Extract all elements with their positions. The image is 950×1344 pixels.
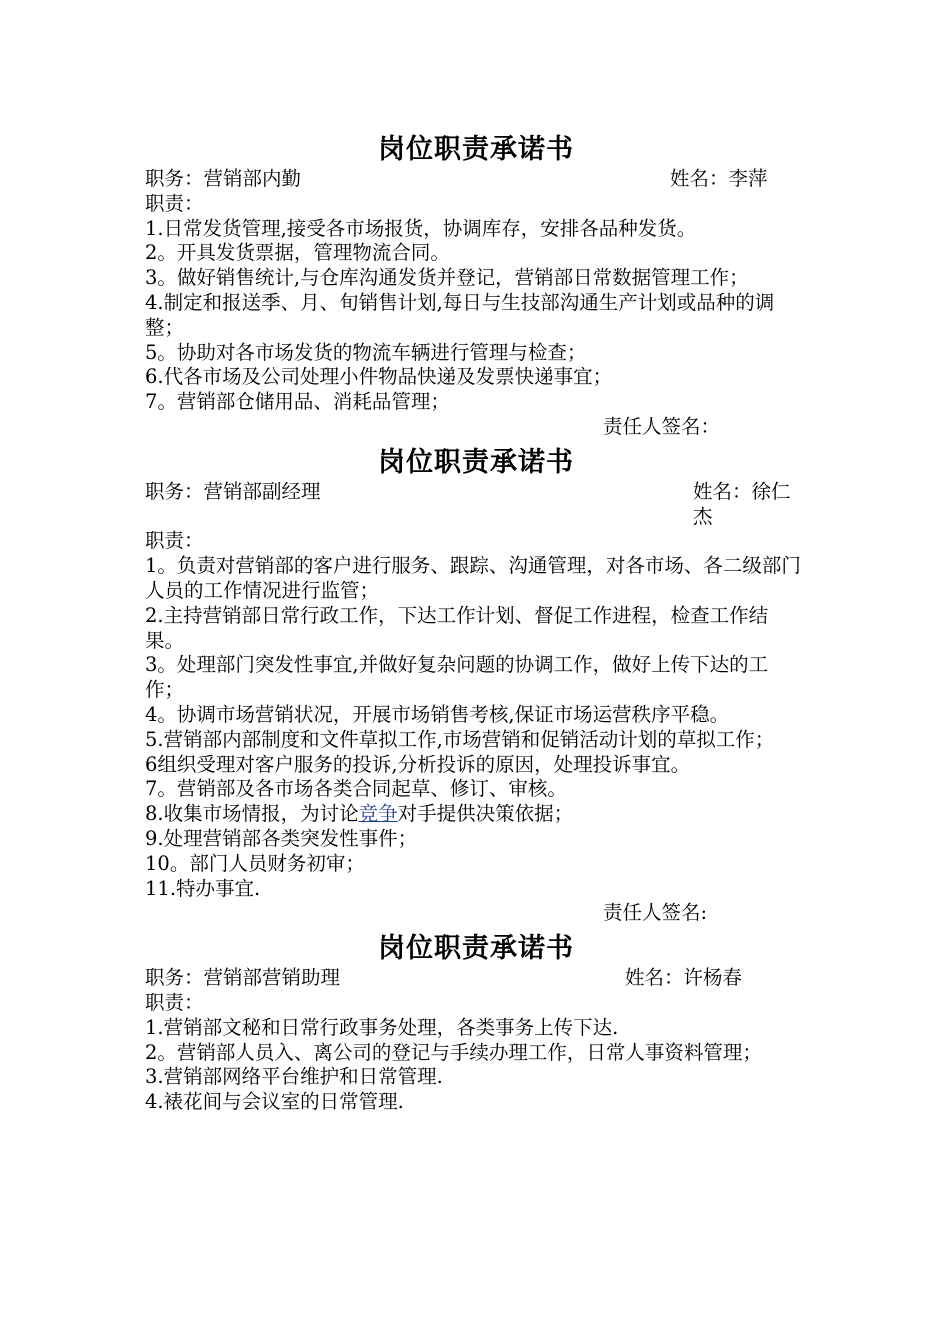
- document-page: [145, 133, 807, 1115]
- duty-item: 6.代各市场及公司处理小件物品快递及发票快递事宜；: [145, 365, 613, 389]
- duty-item: 7。营销部及各市场各类合同起草、修订、审核。: [145, 777, 567, 801]
- duty-item: 4。协调市场营销状况，开展市场销售考核,保证市场运营秩序平稳。: [145, 702, 730, 726]
- duty-item: 9.处理营销部各类突发性事件；: [145, 826, 418, 850]
- position-line: 职务：营销部营销助理: [145, 966, 341, 990]
- competition-link[interactable]: 竞争: [358, 802, 398, 826]
- duty-item: 4.制定和报送季、月、旬销售计划,每日与生技部沟通生产计划或品种的调整；: [145, 290, 775, 339]
- section-title: 岗位职责承诺书: [378, 134, 574, 165]
- name-line: 姓名：徐仁杰: [693, 479, 791, 528]
- section-title: 岗位职责承诺书: [378, 446, 574, 478]
- duty-text: 8.收集市场情报，为讨论: [145, 802, 359, 826]
- position-name-row: [145, 167, 807, 192]
- duties-label: 职责：: [145, 529, 204, 553]
- duty-item: 1.营销部文秘和日常行政事务处理，各类事务上传下达.: [145, 1015, 619, 1039]
- position-name-row: [145, 966, 807, 991]
- signature-line: 责任人签名：: [603, 414, 721, 438]
- duty-item: 11.特办事宜.: [145, 876, 261, 900]
- position-line: 职务：营销部内勤: [145, 167, 302, 190]
- duty-item: 7。营销部仓储用品、消耗品管理；: [145, 390, 450, 414]
- duty-item: 10。部门人员财务初审；: [145, 851, 365, 875]
- duty-item: 3。处理部门突发性事宜,并做好复杂问题的协调工作，做好上传下达的工作；: [145, 653, 769, 702]
- duty-item: 5.营销部内部制度和文件草拟工作,市场营销和促销活动计划的草拟工作；: [145, 727, 775, 751]
- position-line: 职务：营销部副经理: [145, 479, 321, 503]
- section-1: [145, 133, 807, 440]
- duties-label: 职责：: [145, 990, 204, 1014]
- section-3: [145, 932, 807, 1115]
- duty-item: 3。做好销售统计,与仓库沟通发货并登记，营销部日常数据管理工作；: [145, 266, 749, 290]
- duty-item: 2。开具发货票据，管理物流合同。: [145, 241, 450, 265]
- duty-item: 1.日常发货管理,接受各市场报货，协调库存，安排各品种发货。: [145, 216, 697, 240]
- position-name-row: [145, 480, 807, 530]
- duty-item: 6组织受理对客户服务的投诉,分析投诉的原因，处理投诉事宜。: [145, 752, 691, 776]
- name-line: 姓名：李萍: [670, 167, 768, 190]
- duty-item: 3.营销部网络平台维护和日常管理.: [145, 1065, 443, 1089]
- signature-line: 责任人签名:: [603, 901, 708, 925]
- duty-item: 5。协助对各市场发货的物流车辆进行管理与检查；: [145, 340, 587, 364]
- duty-item: 4.裱花间与会议室的日常管理.: [145, 1090, 404, 1114]
- section-title: 岗位职责承诺书: [378, 933, 574, 965]
- duty-item: 2.主持营销部日常行政工作，下达工作计划、督促工作进程，检查工作结果。: [145, 603, 769, 652]
- duty-item: 2。营销部人员入、离公司的登记与手续办理工作，日常人事资料管理；: [145, 1040, 762, 1064]
- duty-text: 对手提供决策依据；: [397, 802, 574, 826]
- name-line: 姓名：许杨春: [625, 966, 743, 990]
- duty-item: 1。负责对营销部的客户进行服务、跟踪、沟通管理，对各市场、各二级部门人员的工作情况进行监管；: [145, 554, 801, 602]
- duty-item: [145, 802, 807, 827]
- section-2: [145, 446, 807, 926]
- duties-label: 职责：: [145, 191, 204, 215]
